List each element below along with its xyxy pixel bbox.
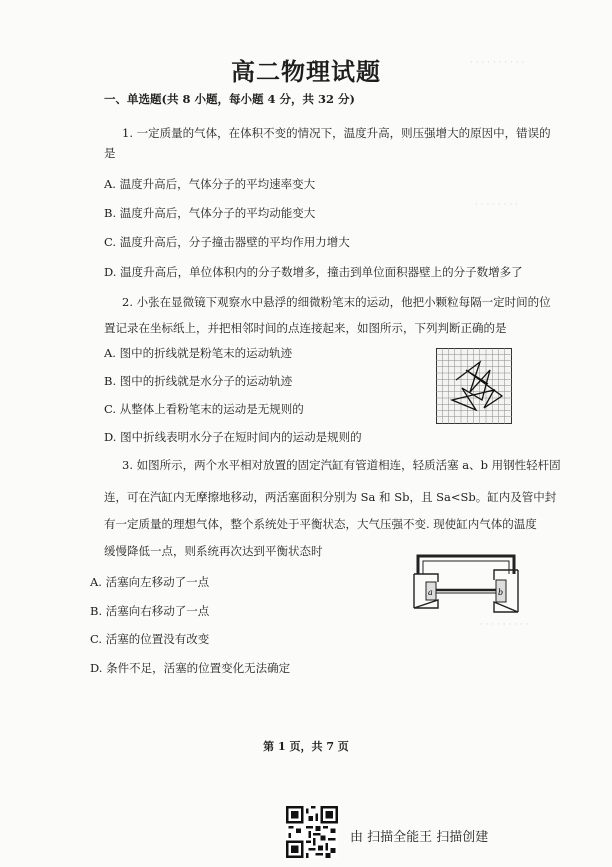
q3-option-d: D. 条件不足，活塞的位置变化无法确定	[90, 661, 291, 675]
bleed-through-text: · · · · · · · · · ·	[470, 58, 525, 68]
bleed-through-text: · · · · · · · ·	[475, 200, 518, 210]
piston-b-label: b	[498, 588, 504, 597]
q3-stem-line2: 连，可在汽缸内无摩擦地移动，两活塞面积分别为 Sa 和 Sb，且 Sa<Sb。缸内及管中封	[104, 490, 557, 504]
page-footer: 第 1 页，共 7 页	[263, 740, 349, 753]
piston-cylinder-figure	[410, 548, 522, 618]
scanner-watermark: 由 扫描全能王 扫描创建	[350, 830, 489, 845]
q1-option-d: D. 温度升高后，单位体积内的分子数增多，撞击到单位面积器壁上的分子数增多了	[104, 265, 523, 279]
q2-stem-line1: 2. 小张在显微镜下观察水中悬浮的细微粉笔末的运动，他把小颗粒每隔一定时间的位	[122, 295, 551, 309]
q3-option-a: A. 活塞向左移动了一点	[90, 575, 210, 589]
q1-stem-line1: 1. 一定质量的气体，在体积不变的情况下，温度升高，则压强增大的原因中，错误的	[122, 126, 551, 140]
bleed-through-text: · · · · · · · · ·	[480, 620, 529, 630]
piston-a-label: a	[428, 588, 433, 597]
section-heading: 一、单选题(共 8 小题，每小题 4 分，共 32 分)	[104, 92, 355, 106]
q2-option-d: D. 图中折线表明水分子在短时间内的运动是规则的	[104, 430, 362, 444]
q1-option-a: A. 温度升高后，气体分子的平均速率变大	[104, 177, 316, 191]
q1-option-b: B. 温度升高后，气体分子的平均动能变大	[104, 206, 316, 220]
q3-stem-line4: 缓慢降低一点，则系统再次达到平衡状态时	[104, 544, 323, 558]
q2-stem-line2: 置记录在坐标纸上，并把相邻时间的点连接起来，如图所示，下列判断正确的是	[104, 321, 507, 335]
q3-option-c: C. 活塞的位置没有改变	[90, 632, 210, 646]
q2-option-c: C. 从整体上看粉笔末的运动是无规则的	[104, 402, 304, 416]
q3-stem-line1: 3. 如图所示，两个水平相对放置的固定汽缸有管道相连，轻质活塞 a、b 用钢性轻杆固	[122, 458, 561, 472]
q1-option-c: C. 温度升高后，分子撞击器壁的平均作用力增大	[104, 235, 350, 249]
page-title: 高二物理试题	[231, 58, 381, 86]
q3-option-b: B. 活塞向右移动了一点	[90, 604, 210, 618]
brownian-motion-grid-figure	[436, 348, 512, 424]
q3-stem-line3: 有一定质量的理想气体，整个系统处于平衡状态，大气压强不变. 现使缸内气体的温度	[104, 517, 537, 531]
q2-option-a: A. 图中的折线就是粉笔末的运动轨迹	[104, 346, 293, 360]
q2-option-b: B. 图中的折线就是水分子的运动轨迹	[104, 374, 293, 388]
q1-stem-line2: 是	[104, 146, 116, 160]
qr-code-icon	[286, 806, 338, 858]
